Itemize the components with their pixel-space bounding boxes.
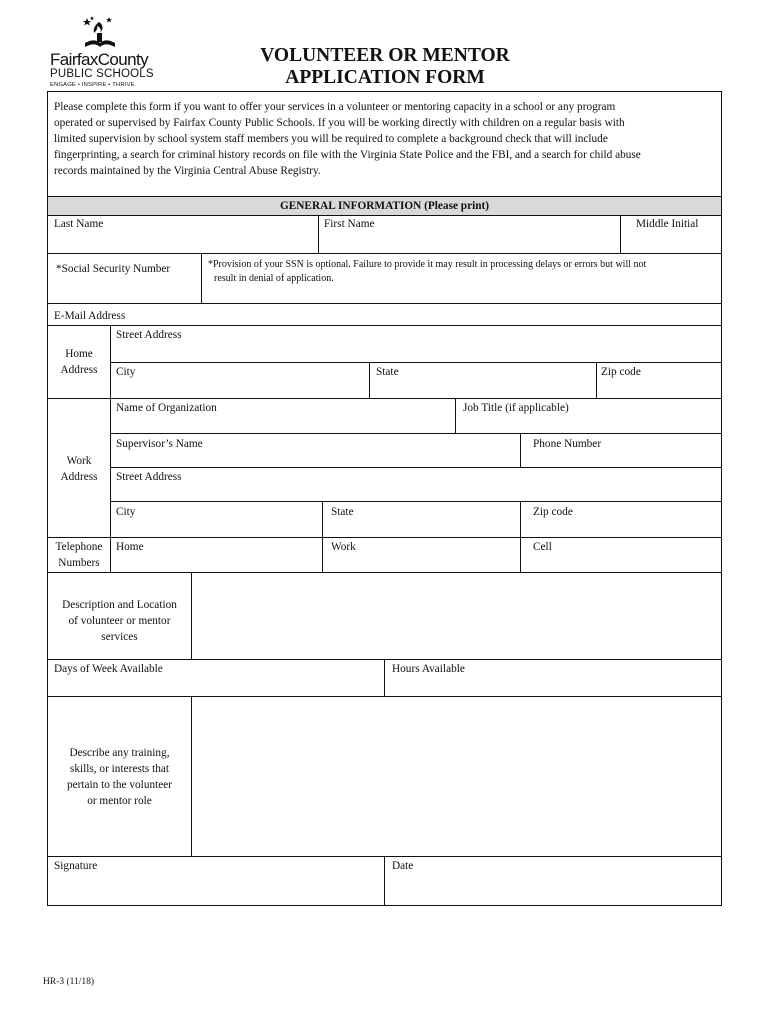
date-field[interactable]: Date: [392, 860, 414, 872]
intro-paragraph: [54, 99, 718, 179]
home-address-label-line: Home: [65, 348, 93, 360]
telephone-numbers-label: [48, 539, 110, 571]
rule: [455, 398, 456, 433]
training-label-line: pertain to the volunteer: [66, 779, 173, 791]
logo-subtitle: PUBLIC SCHOOLS: [50, 68, 154, 80]
rule: [110, 362, 721, 363]
description-label-line: Description and Location: [62, 599, 177, 611]
ssn-note: result in denial of application.: [214, 273, 334, 284]
rule: [520, 433, 521, 467]
home-phone-field[interactable]: Home: [116, 541, 144, 553]
rule: [48, 253, 721, 254]
rule: [110, 467, 721, 468]
rule: [48, 325, 721, 326]
intro-line: limited supervision by school system staff members you will be required to complete a background check that will include: [54, 133, 608, 145]
home-street-field[interactable]: Street Address: [116, 329, 182, 341]
training-label-line: Describe any training,: [69, 747, 170, 759]
training-label-line: or mentor role: [87, 795, 152, 807]
home-state-field[interactable]: State: [376, 366, 399, 378]
home-zip-field[interactable]: Zip code: [601, 366, 641, 378]
cell-phone-field[interactable]: Cell: [533, 541, 552, 553]
ssn-note: *Provision of your SSN is optional. Failure to provide it may result in processing delays or errors but will not: [208, 259, 647, 270]
description-input-area[interactable]: [192, 573, 721, 659]
rule: [110, 501, 721, 502]
rule: [48, 303, 721, 304]
work-state-field[interactable]: State: [331, 506, 354, 518]
home-city-field[interactable]: City: [116, 366, 136, 378]
work-phone-field[interactable]: Work: [331, 541, 356, 553]
description-label-line: of volunteer or mentor: [68, 615, 171, 627]
work-phone-number-field[interactable]: Phone Number: [533, 438, 602, 450]
intro-line: records maintained by the Virginia Central Abuse Registry.: [54, 165, 321, 177]
rule: [384, 659, 385, 696]
training-input-area[interactable]: [192, 697, 721, 856]
work-city-field[interactable]: City: [116, 506, 136, 518]
rule: [322, 501, 323, 572]
training-label: [48, 745, 191, 809]
signature-field[interactable]: Signature: [54, 860, 98, 872]
description-label-line: services: [101, 631, 138, 643]
work-zip-field[interactable]: Zip code: [533, 506, 573, 518]
form-title-line1: VOLUNTEER OR MENTOR: [260, 45, 510, 66]
section-header: GENERAL INFORMATION (Please print): [279, 200, 490, 212]
organization-field[interactable]: Name of Organization: [116, 402, 217, 414]
middle-initial-field[interactable]: Middle Initial: [636, 218, 699, 230]
form-title-line2: APPLICATION FORM: [285, 67, 485, 88]
rule: [318, 215, 319, 253]
rule: [48, 537, 721, 538]
telephone-label-line: Telephone: [55, 541, 103, 553]
form-code: HR-3 (11/18): [43, 977, 95, 987]
telephone-label-line: Numbers: [58, 557, 100, 569]
training-label-line: skills, or interests that: [69, 763, 170, 775]
first-name-field[interactable]: First Name: [324, 218, 375, 230]
work-street-field[interactable]: Street Address: [116, 471, 182, 483]
days-available-field[interactable]: Days of Week Available: [54, 663, 163, 675]
work-address-label: [48, 453, 110, 485]
home-address-label-line: Address: [60, 364, 98, 376]
rule: [384, 856, 385, 905]
work-address-label-line: Address: [60, 471, 98, 483]
rule: [48, 398, 721, 399]
job-title-field[interactable]: Job Title (if applicable): [463, 402, 569, 414]
intro-line: fingerprinting, a search for criminal history records on file with the Virginia State Police and the FBI, and a search for child abuse: [54, 149, 641, 161]
last-name-field[interactable]: Last Name: [54, 218, 104, 230]
rule: [110, 325, 111, 572]
rule: [596, 362, 597, 398]
supervisor-field[interactable]: Supervisor’s Name: [116, 438, 203, 450]
logo-tagline: ENGAGE • INSPIRE • THRIVE: [50, 82, 135, 88]
rule: [520, 501, 521, 572]
intro-line: operated or supervised by Fairfax County Public Schools. If you will be working directly with children on a regular basis with: [54, 117, 625, 129]
intro-line: Please complete this form if you want to offer your services in a volunteer or mentoring capacity in a school or any program: [54, 101, 616, 113]
home-address-label: [48, 346, 110, 378]
hours-available-field[interactable]: Hours Available: [392, 663, 465, 675]
rule: [48, 196, 721, 197]
email-field[interactable]: E-Mail Address: [54, 310, 126, 322]
rule: [620, 215, 621, 253]
rule: [201, 253, 202, 303]
work-address-label-line: Work: [66, 455, 92, 467]
ssn-field[interactable]: *Social Security Number: [56, 263, 171, 275]
rule: [369, 362, 370, 398]
logo-name: FairfaxCounty: [50, 50, 149, 69]
description-label: [48, 597, 191, 645]
rule: [110, 433, 721, 434]
